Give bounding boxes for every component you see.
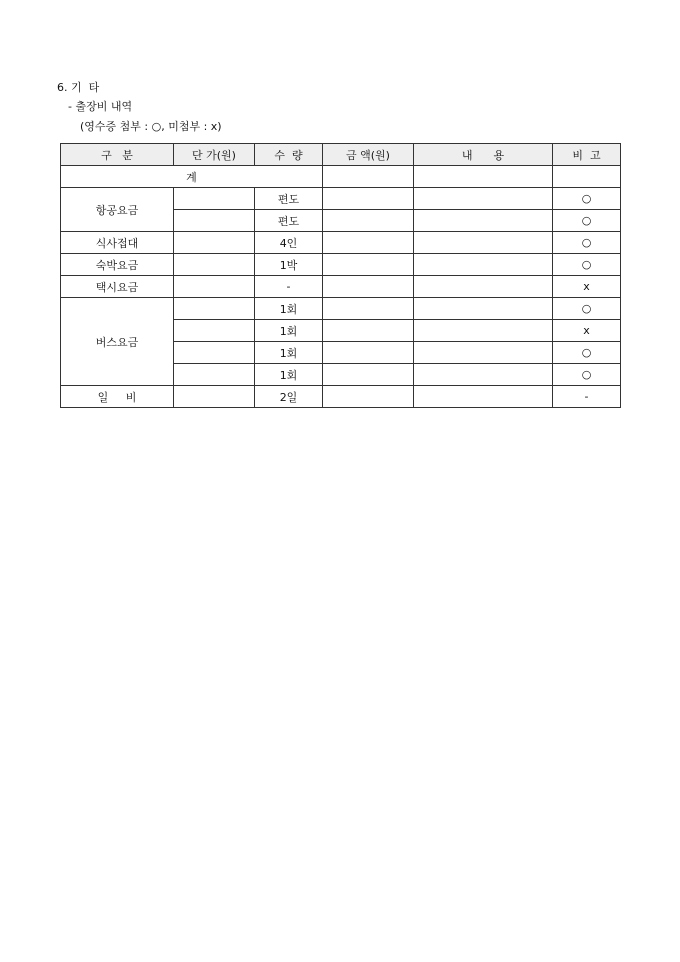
quantity-cell: 1회 <box>255 320 323 342</box>
amount-cell <box>323 342 414 364</box>
section-subtitle: - 출장비 내역 <box>68 100 133 113</box>
total-description-cell <box>414 166 553 188</box>
quantity-cell: 2일 <box>255 386 323 408</box>
header-quantity: 수 량 <box>255 144 323 166</box>
unit-price-cell <box>174 298 255 320</box>
category-lodging: 숙박요금 <box>61 254 174 276</box>
remark-cell: ○ <box>553 188 621 210</box>
amount-cell <box>323 320 414 342</box>
quantity-cell: 1회 <box>255 364 323 386</box>
total-remarks-cell <box>553 166 621 188</box>
category-bus: 버스요금 <box>61 298 174 386</box>
description-cell <box>414 364 553 386</box>
table-row-total <box>61 166 621 188</box>
description-cell <box>414 254 553 276</box>
description-cell <box>414 298 553 320</box>
category-airfare: 항공요금 <box>61 188 174 232</box>
description-cell <box>414 232 553 254</box>
table-row <box>61 386 621 408</box>
header-amount: 금 액(원) <box>323 144 414 166</box>
quantity-cell: - <box>255 276 323 298</box>
quantity-cell: 편도 <box>255 188 323 210</box>
description-cell <box>414 210 553 232</box>
amount-cell <box>323 364 414 386</box>
table-row <box>61 276 621 298</box>
category-daily: 일 비 <box>61 386 174 408</box>
total-amount-cell <box>323 166 414 188</box>
remark-cell: ○ <box>553 342 621 364</box>
quantity-cell: 1회 <box>255 342 323 364</box>
table-row <box>61 232 621 254</box>
amount-cell <box>323 276 414 298</box>
remark-cell: ○ <box>553 364 621 386</box>
amount-cell <box>323 298 414 320</box>
table-header-row <box>61 144 621 166</box>
header-remarks: 비 고 <box>553 144 621 166</box>
unit-price-cell <box>174 364 255 386</box>
unit-price-cell <box>174 232 255 254</box>
description-cell <box>414 276 553 298</box>
receipt-legend: (영수증 첨부 : ○, 미첨부 : x) <box>80 120 222 133</box>
description-cell <box>414 320 553 342</box>
remark-cell: ○ <box>553 254 621 276</box>
description-cell <box>414 386 553 408</box>
remark-cell: ○ <box>553 298 621 320</box>
description-cell <box>414 188 553 210</box>
header-category: 구 분 <box>61 144 174 166</box>
table-row <box>61 298 621 320</box>
amount-cell <box>323 232 414 254</box>
header-description: 내 용 <box>414 144 553 166</box>
amount-cell <box>323 254 414 276</box>
unit-price-cell <box>174 210 255 232</box>
amount-cell <box>323 386 414 408</box>
remark-cell: ○ <box>553 210 621 232</box>
quantity-cell: 1박 <box>255 254 323 276</box>
description-cell <box>414 342 553 364</box>
category-taxi: 택시요금 <box>61 276 174 298</box>
header-unit-price: 단 가(원) <box>174 144 255 166</box>
unit-price-cell <box>174 386 255 408</box>
remark-cell: x <box>553 320 621 342</box>
remark-cell: x <box>553 276 621 298</box>
category-meals: 식사접대 <box>61 232 174 254</box>
unit-price-cell <box>174 254 255 276</box>
amount-cell <box>323 210 414 232</box>
unit-price-cell <box>174 320 255 342</box>
section-title: 6. 기 타 <box>57 81 100 94</box>
table-row <box>61 188 621 210</box>
quantity-cell: 편도 <box>255 210 323 232</box>
unit-price-cell <box>174 342 255 364</box>
expense-table <box>60 143 621 408</box>
unit-price-cell <box>174 188 255 210</box>
quantity-cell: 4인 <box>255 232 323 254</box>
amount-cell <box>323 188 414 210</box>
total-label: 계 <box>61 166 323 188</box>
remark-cell: ○ <box>553 232 621 254</box>
quantity-cell: 1회 <box>255 298 323 320</box>
remark-cell: - <box>553 386 621 408</box>
unit-price-cell <box>174 276 255 298</box>
table-row <box>61 254 621 276</box>
